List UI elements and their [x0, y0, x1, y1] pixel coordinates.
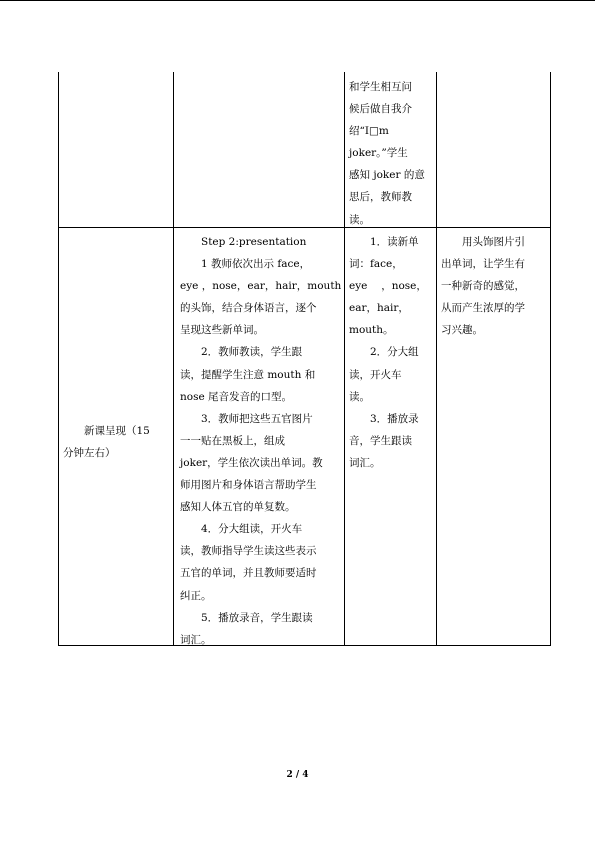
- text-line: 的头饰，结合身体语言，逐个: [180, 302, 317, 315]
- text-line: 4．分大组读，开火车: [201, 523, 303, 536]
- text-line: 感知人体五官的单复数。: [180, 501, 296, 514]
- text-line: 习兴趣。: [441, 324, 483, 337]
- table-left-border: [58, 72, 59, 646]
- text-line: 2．分大组: [370, 346, 419, 359]
- text-line: 一种新奇的感觉，: [441, 280, 525, 293]
- text-line: 1．读新单: [370, 236, 419, 248]
- text-line: eye ，nose，: [349, 280, 427, 293]
- text-line: Step 2:presentation: [201, 236, 307, 248]
- text-line: 五官的单词，并且教师要适时: [180, 567, 317, 580]
- text-line: 呈现这些新单词。: [180, 324, 264, 337]
- text-line: 读，开火车: [349, 368, 402, 381]
- text-line: 1 教师依次出示 face，: [201, 258, 311, 271]
- text-line: 和学生相互问: [349, 81, 412, 93]
- text-line: ear，hair，: [349, 302, 409, 315]
- row2-design-intent-cell: [441, 231, 547, 341]
- table-row-divider: [58, 227, 550, 228]
- text-line: 词汇。: [349, 456, 381, 469]
- text-line: 绍“I□m: [349, 125, 389, 138]
- row2-teacher-activity-cell: [180, 231, 342, 651]
- text-line: 音，学生跟读: [349, 434, 412, 447]
- text-line: 读，教师指导学生读这些表示: [180, 545, 317, 558]
- row2-student-activity-cell: [349, 231, 433, 474]
- text-line: eye ，nose，ear，hair，mouth: [180, 280, 342, 293]
- text-line: 思后，教师教: [349, 191, 412, 204]
- text-line: 读。: [349, 213, 370, 226]
- text-line: 一一贴在黑板上，组成: [180, 434, 285, 447]
- text-line: 读。: [349, 390, 370, 403]
- table-column-divider-1: [173, 72, 174, 646]
- page-top-border: [0, 0, 595, 1]
- text-line: 3．播放录: [370, 412, 419, 425]
- text-line: joker，学生依次读出单词。教: [180, 456, 323, 469]
- row1-student-activity-cell: [349, 76, 433, 231]
- text-line: 5．播放录音，学生跟读: [201, 611, 313, 624]
- text-line: 师用图片和身体语言帮助学生: [180, 479, 317, 492]
- table-right-border: [550, 72, 551, 646]
- row2-stage-label-cell: [63, 420, 171, 464]
- text-line: 词：face，: [349, 258, 403, 271]
- text-line: 新课呈现（15: [84, 425, 150, 437]
- text-line: 词汇。: [180, 633, 212, 646]
- text-line: 用头饰图片引: [462, 236, 525, 248]
- text-line: 出单词，让学生有: [441, 258, 525, 271]
- table-column-divider-3: [436, 72, 437, 646]
- text-line: 分钟左右）: [63, 447, 116, 460]
- text-line: nose 尾音发音的口型。: [180, 390, 293, 403]
- text-line: 3．教师把这些五官图片: [201, 412, 313, 425]
- page-number: 2 / 4: [286, 770, 309, 780]
- text-line: 纠正。: [180, 589, 212, 602]
- text-line: mouth。: [349, 324, 394, 337]
- text-line: 感知 joker 的意: [349, 169, 425, 182]
- table-column-divider-2: [344, 72, 345, 646]
- text-line: 候后做自我介: [349, 103, 412, 116]
- text-line: 2．教师教读，学生跟: [201, 346, 303, 359]
- text-line: joker。”学生: [349, 147, 408, 160]
- text-line: 从而产生浓厚的学: [441, 302, 525, 315]
- text-line: 读，提醒学生注意 mouth 和: [180, 368, 316, 381]
